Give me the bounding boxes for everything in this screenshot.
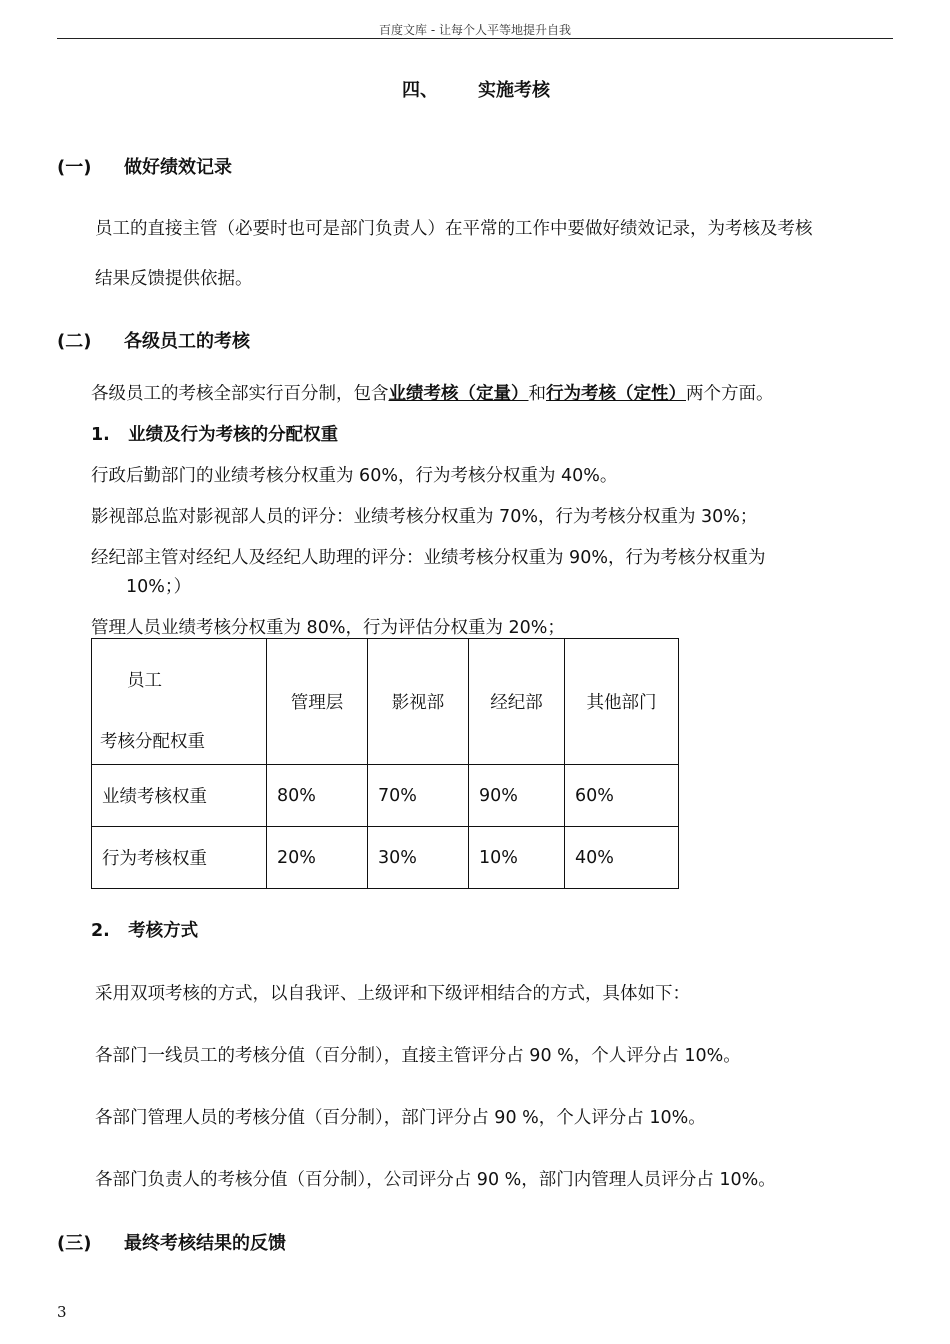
table-cell: 40% <box>565 827 679 889</box>
method-intro: 采用双项考核的方式，以自我评、上级评和下级评相结合的方式，具体如下： <box>95 984 690 1004</box>
title-number: 四、 <box>402 80 438 101</box>
method-frontline: 各部门一线员工的考核分值（百分制），直接主管评分占 90 %，个人评分占 10%。 <box>95 1046 741 1066</box>
subheading-2: 2. 考核方式 <box>91 921 199 941</box>
method-managers: 各部门管理人员的考核分值（百分制），部门评分占 90 %，个人评分占 10%。 <box>95 1108 706 1128</box>
corner-employee: 员工 <box>127 671 162 691</box>
heading-1-title: 做好绩效记录 <box>124 157 232 178</box>
heading-1 <box>57 153 232 179</box>
weight-admin: 行政后勤部门的业绩考核分权重为 60%，行为考核分权重为 40%。 <box>91 466 618 486</box>
row-label: 行为考核权重 <box>92 827 267 889</box>
heading-3 <box>57 1229 286 1255</box>
intro-pre: 各级员工的考核全部实行百分制，包含 <box>91 384 389 404</box>
weight-agent-line-1: 经纪部主管对经纪人及经纪人助理的评分：业绩考核分权重为 90%，行为考核分权重为 <box>91 548 766 568</box>
row-label: 业绩考核权重 <box>92 765 267 827</box>
assessment-intro <box>91 380 774 405</box>
table-cell: 80% <box>267 765 368 827</box>
column-header: 管理层 <box>267 639 368 765</box>
column-header: 影视部 <box>368 639 469 765</box>
record-para-line-1: 员工的直接主管（必要时也可是部门负责人）在平常的工作中要做好绩效记录，为考核及考核 <box>95 219 813 239</box>
corner-weight: 考核分配权重 <box>100 732 205 752</box>
weight-film: 影视部总监对影视部人员的评分：业绩考核分权重为 70%，行为考核分权重为 30%； <box>91 507 758 527</box>
table-header-row <box>92 639 679 765</box>
weight-management: 管理人员业绩考核分权重为 80%，行为评估分权重为 20%； <box>91 618 565 638</box>
table-cell: 20% <box>267 827 368 889</box>
weight-agent-line-2: 10%；） <box>126 577 192 597</box>
heading-2-title: 各级员工的考核 <box>124 331 250 352</box>
table-cell: 60% <box>565 765 679 827</box>
intro-and: 和 <box>528 384 546 404</box>
title-text: 实施考核 <box>478 80 550 101</box>
page-header: 百度文库 - 让每个人平等地提升自我 <box>379 23 571 37</box>
heading-3-number: (三) <box>57 1233 92 1254</box>
intro-post: 两个方面。 <box>686 384 774 404</box>
section-title <box>402 76 550 102</box>
table-row <box>92 827 679 889</box>
heading-1-number: (一) <box>57 157 92 178</box>
header-divider <box>57 38 893 39</box>
table-cell: 90% <box>469 765 565 827</box>
intro-performance: 业绩考核（定量） <box>388 384 529 404</box>
table-cell: 70% <box>368 765 469 827</box>
page-number: 3 <box>57 1303 67 1321</box>
subheading-1: 1. 业绩及行为考核的分配权重 <box>91 425 339 445</box>
table-cell: 30% <box>368 827 469 889</box>
column-header: 经纪部 <box>469 639 565 765</box>
weight-table <box>91 638 679 889</box>
intro-behavior: 行为考核（定性） <box>546 384 686 404</box>
table-corner-cell <box>92 639 267 765</box>
heading-3-title: 最终考核结果的反馈 <box>124 1233 286 1254</box>
table-row <box>92 765 679 827</box>
heading-2 <box>57 327 250 353</box>
record-para-line-2: 结果反馈提供依据。 <box>95 269 253 289</box>
column-header: 其他部门 <box>565 639 679 765</box>
method-heads: 各部门负责人的考核分值（百分制），公司评分占 90 %，部门内管理人员评分占 10%。 <box>95 1170 776 1190</box>
heading-2-number: (二) <box>57 331 92 352</box>
table-cell: 10% <box>469 827 565 889</box>
